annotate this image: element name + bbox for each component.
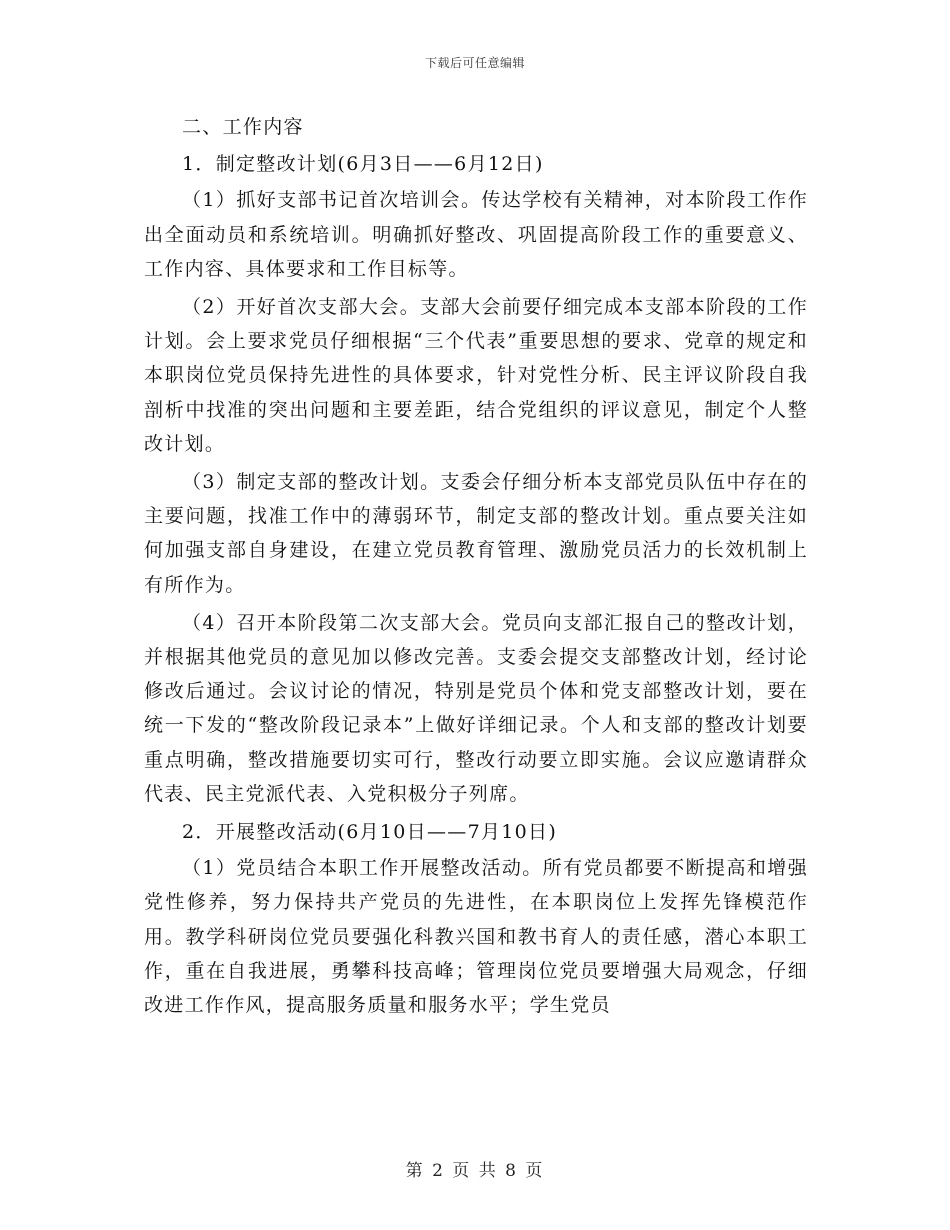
header-note: 下载后可任意编辑: [424, 56, 525, 70]
item2-paragraph-1: （1）党员结合本职工作开展整改活动。所有党员都要不断提高和增强党性修养，努力保持共产党员的先进性，在本职岗位上发挥先锋模范作用。教学科研岗位党员要强化科教兴国和教书育人的责任感，潜心本职工作，重在自我进展，勇攀科技高峰；管理岗位党员要增强大局观念，仔细改进工作作风，提高服务质量和服务水平；学生党员: [144, 857, 808, 1017]
item1-paragraph-3: （3）制定支部的整改计划。支委会仔细分析本支部党员队伍中存在的主要问题，找准工作中的薄弱环节，制定支部的整改计划。重点要关注如何加强支部自身建设，在建立党员教育管理、激励党员活力的长效机制上有所作为。: [144, 471, 808, 596]
item2-title: 2．开展整改活动(6月10日——7月10日): [182, 821, 558, 844]
item1-paragraph-4: （4）召开本阶段第二次支部大会。党员向支部汇报自己的整改计划，并根据其他党员的意见加以修改完善。支委会提交支部整改计划，经讨论修改后通过。会议讨论的情况，特别是党员个体和党支部整改计划，要在统一下发的“整改阶段记录本”上做好详细记录。个人和支部的整改计划要重点明确，整改措施要切实可行，整改行动要立即实施。会议应邀请群众代表、民主党派代表、入党积极分子列席。: [144, 611, 808, 805]
item1-paragraph-2: （2）开好首次支部大会。支部大会前要仔细完成本支部本阶段的工作计划。会上要求党员仔细根据“三个代表”重要思想的要求、党章的规定和本职岗位党员保持先进性的具体要求，针对党性分析、民主评议阶段自我剖析中找准的突出问题和主要差距，结合党组织的评议意见，制定个人整改计划。: [144, 296, 808, 455]
item1-title: 1．制定整改计划(6月3日——6月12日): [182, 153, 544, 176]
page-number-footer: 第 2 页 共 8 页: [405, 1161, 545, 1181]
document-body: [144, 110, 808, 1026]
item1-paragraph-1: （1）抓好支部书记首次培训会。传达学校有关精神，对本阶段工作作出全面动员和系统培训。明确抓好整改、巩固提高阶段工作的重要意义、工作内容、具体要求和工作目标等。: [144, 189, 808, 280]
section-title: 二、工作内容: [182, 116, 304, 138]
